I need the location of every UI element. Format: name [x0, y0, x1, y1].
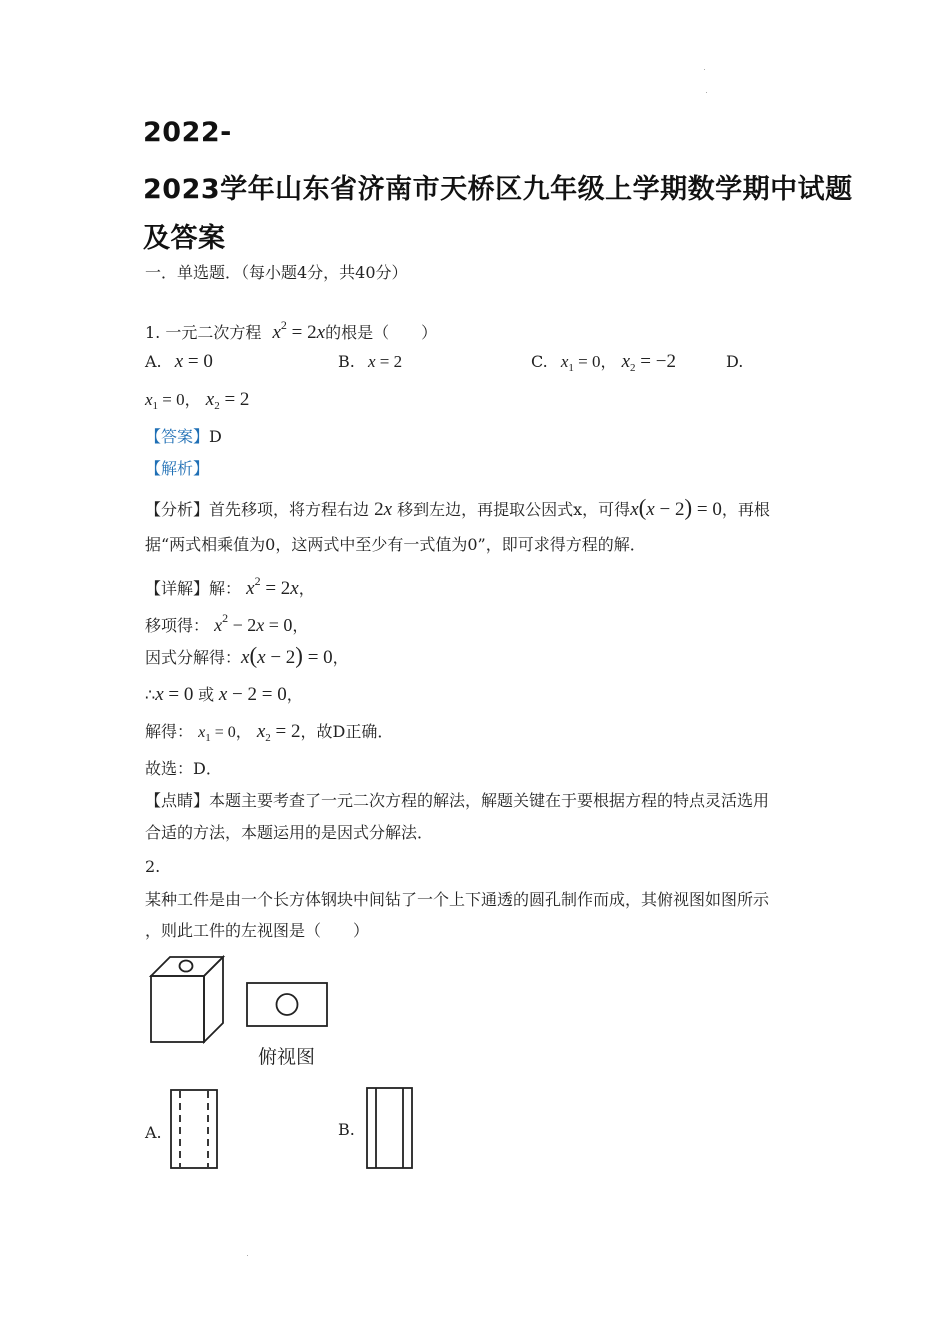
q1-fenxi-line-2: 据“两式相乘值为0，这两式中至少有一式值为0”，即可求得方程的解． — [145, 535, 646, 554]
q1-stem-suffix: 的根是（ ） — [325, 323, 438, 342]
q1-option-d-content: $x_1 = 0$， $x_2 = 2$ — [145, 389, 250, 412]
q1-dianjing: 【点睛】本题主要考查了一元二次方程的解法，解题关键在于要根据方程的特点灵活选用 — [145, 791, 770, 810]
q1-option-d[interactable]: D. — [726, 352, 744, 371]
top-view-caption: 俯视图 — [258, 1046, 316, 1068]
workpiece-3d-figure — [150, 955, 225, 1043]
q1-xiangjie: 【详解】解： $x^2 = 2x$， — [145, 574, 315, 599]
q2-number: 2. — [145, 857, 161, 876]
scan-dot — [247, 1255, 248, 1256]
q1-number: 1. — [145, 323, 161, 342]
q2-stem-line-1: 某种工件是由一个长方体钢块中间钻了一个上下通透的圆孔制作而成，其俯视图如图所示 — [145, 890, 770, 909]
q1-step-4: 解得： $x_1 = 0$， $x_2 = 2$，故D正确． — [145, 721, 394, 744]
q2-option-b-label[interactable]: B. — [338, 1120, 355, 1139]
scan-dot — [706, 92, 707, 93]
q2-option-a-figure[interactable] — [170, 1089, 218, 1169]
q1-stem-prefix: 一元二次方程 — [165, 323, 262, 342]
title-line-1: 2022- — [143, 117, 232, 148]
title-line-2: 2023学年山东省济南市天桥区九年级上学期数学期中试题 — [143, 174, 853, 205]
section-heading: 一．单选题．（每小题4分，共40分） — [145, 263, 408, 282]
q1-option-a[interactable]: A. x = 0 — [145, 351, 213, 372]
scan-dot — [704, 69, 705, 70]
q1-stem — [145, 314, 437, 344]
q1-step-1: 移项得： $x^2 - 2x = 0$， — [145, 611, 309, 635]
analysis-tag: 【解析】 — [145, 459, 210, 478]
q2-option-a-label[interactable]: A. — [145, 1123, 162, 1142]
q1-fenxi: 【分析】首先移项，将方程右边 2x 移到左边，再提取公因式x，可得x(x − 2) = 0，再根 — [145, 495, 770, 520]
q1-step-3: ∴x = 0 或 x − 2 = 0， — [145, 684, 303, 705]
answer-tag: 【答案】 — [145, 427, 210, 446]
q2-stem-line-2: ，则此工件的左视图是（ ） — [145, 921, 370, 940]
q1-step-2: 因式分解得：x(x − 2) = 0， — [145, 643, 349, 668]
q1-conclusion: 故选：D． — [145, 759, 222, 778]
q2-option-b-figure[interactable] — [366, 1087, 413, 1169]
q1-equation: $x^2 = 2x$ — [272, 318, 326, 343]
title-line-3: 及答案 — [143, 223, 226, 254]
top-view-figure — [246, 982, 328, 1027]
q1-dianjing-line-2: 合适的方法，本题运用的是因式分解法． — [145, 823, 434, 842]
q1-option-b[interactable]: B. x = 2 — [338, 352, 403, 371]
q1-option-c[interactable]: C. $x_1 = 0$， $x_2 = -2$ — [531, 351, 676, 374]
answer-value: D — [209, 427, 222, 446]
q1-answer — [145, 426, 222, 448]
